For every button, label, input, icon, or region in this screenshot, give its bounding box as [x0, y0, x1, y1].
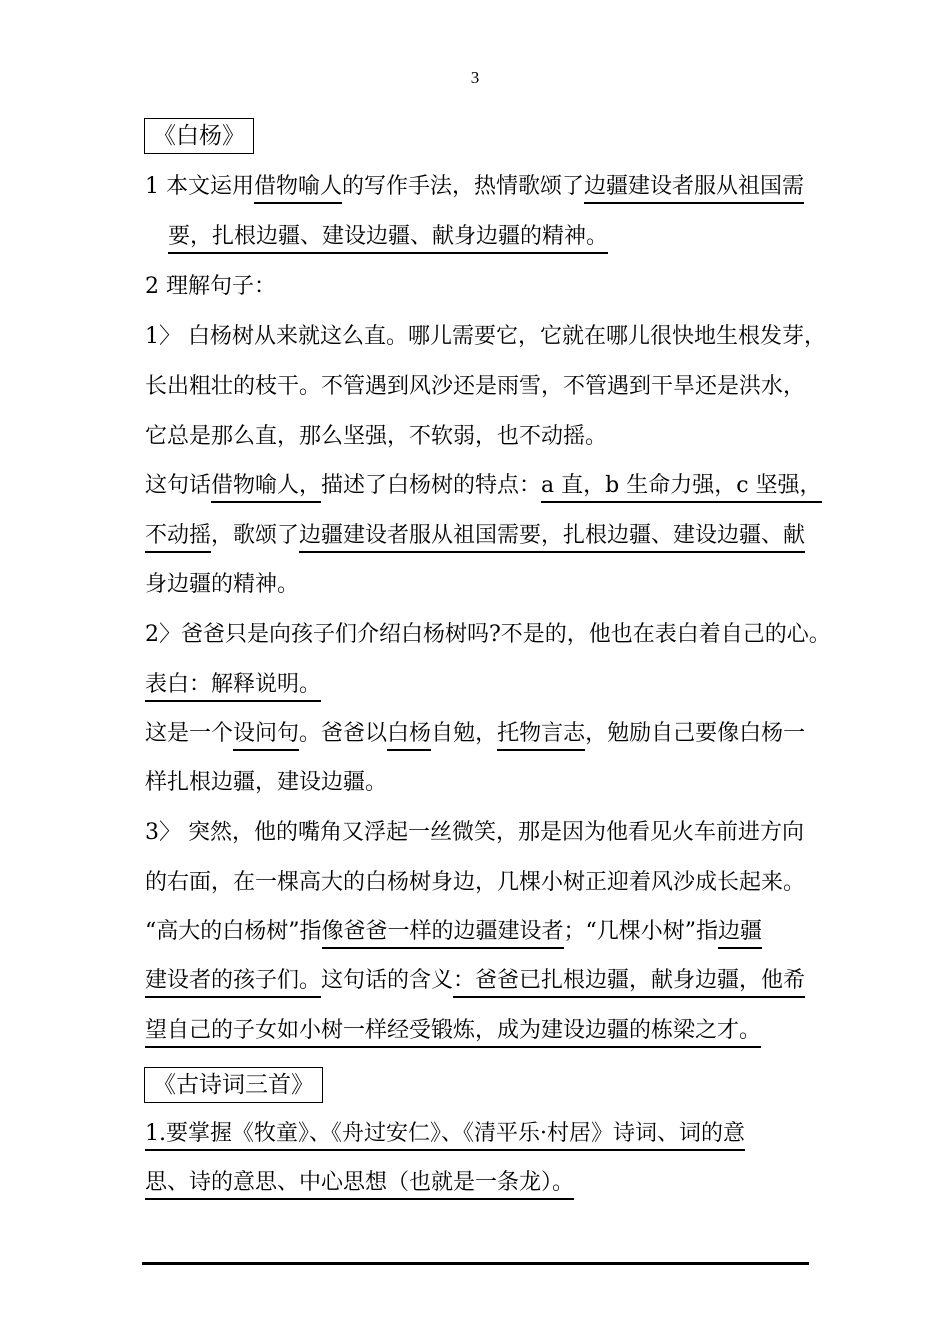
text-line: [168, 222, 608, 252]
underlined-text: 像爸爸一样的边疆建设者: [322, 919, 564, 949]
text-segment: 这句话: [145, 473, 212, 498]
bottom-rule: [142, 1262, 809, 1265]
underlined-text: 借物喻人，: [211, 473, 321, 503]
text-line: [145, 1168, 574, 1198]
underlined-text: 1.要掌握《牧童》、《舟过安仁》、《清平乐·村居》诗词、词的意: [145, 1121, 745, 1151]
text-line: [145, 1119, 745, 1149]
text-line: 样扎根边疆，建设边疆。: [145, 770, 388, 795]
text-segment: 描述了白杨树的特点：: [321, 473, 542, 498]
text-segment: ，勉励自己要像白杨一: [585, 721, 806, 746]
underlined-text: 要，扎根边疆、建设边疆、献身边疆的精神。: [168, 224, 608, 254]
text-segment: 这句话的含义: [321, 968, 454, 993]
text-line: [145, 172, 804, 202]
text-segment: ，歌颂了: [211, 523, 300, 548]
text-line: 3〉 突然，他的嘴角又浮起一丝微笑，那是因为他看见火车前进方向: [145, 820, 804, 845]
section-title-baiyang: 《白杨》: [144, 118, 254, 154]
text-line: 长出粗壮的枝干。不管遇到风沙还是雨雪，不管遇到干旱还是洪水，: [145, 374, 806, 399]
text-line: [145, 917, 762, 947]
underlined-text: 建设者的孩子们。: [145, 968, 321, 998]
underlined-text: 边疆: [718, 919, 762, 949]
text-segment: ；“几棵小树”指: [563, 919, 719, 944]
underlined-text: 白杨: [387, 721, 431, 751]
underlined-text: 思、诗的意思、中心思想（也就是一条龙）。: [145, 1170, 574, 1200]
underlined-text: a 直，b 生命力强，c 坚强，: [541, 473, 822, 503]
text-line: [145, 719, 805, 749]
text-line: [145, 521, 805, 551]
text-line: 1〉 白杨树从来就这么直。哪儿需要它，它就在哪儿很快地生根发芽，: [145, 324, 826, 349]
underlined-text: 不动摇: [145, 523, 211, 553]
text-line: 的右面，在一棵高大的白杨树身边，几棵小树正迎着风沙成长起来。: [145, 870, 806, 895]
text-segment: “高大的白杨树”指: [145, 919, 322, 944]
page-number: 3: [470, 68, 480, 87]
text-segment: 。爸爸以: [299, 721, 388, 746]
underlined-text: 托物言志: [497, 721, 585, 751]
text-line: 它总是那么直，那么坚强，不软弱，也不动摇。: [145, 424, 608, 449]
section-title-poems: 《古诗词三首》: [144, 1067, 323, 1103]
text-line: [145, 1016, 761, 1046]
text-line: 2〉爸爸只是向孩子们介绍白杨树吗?不是的，他也在表白着自己的心。: [145, 622, 831, 647]
text-segment: 1 本文运用: [145, 174, 254, 199]
underlined-text: 望自己的子女如小树一样经受锻炼，成为建设边疆的栋梁之才。: [145, 1018, 761, 1048]
underlined-text: 借物喻人: [254, 174, 342, 204]
text-line: [145, 471, 822, 501]
underlined-text: ：爸爸已扎根边疆，献身边疆，他希: [453, 968, 805, 998]
text-line: 2 理解句子：: [145, 274, 276, 299]
text-segment: 自勉，: [431, 721, 498, 746]
underlined-text: 边疆建设者服从祖国需: [584, 174, 804, 204]
underlined-text: 设问句: [233, 721, 299, 751]
text-segment: 的写作手法，热情歌颂了: [342, 174, 585, 199]
text-segment: 这是一个: [145, 721, 234, 746]
underlined-text: 表白：解释说明。: [145, 672, 321, 702]
text-line: [145, 966, 805, 996]
text-line: 身边疆的精神。: [145, 572, 300, 597]
text-line: [145, 670, 321, 700]
underlined-text: 边疆建设者服从祖国需要，扎根边疆、建设边疆、献: [299, 523, 805, 553]
